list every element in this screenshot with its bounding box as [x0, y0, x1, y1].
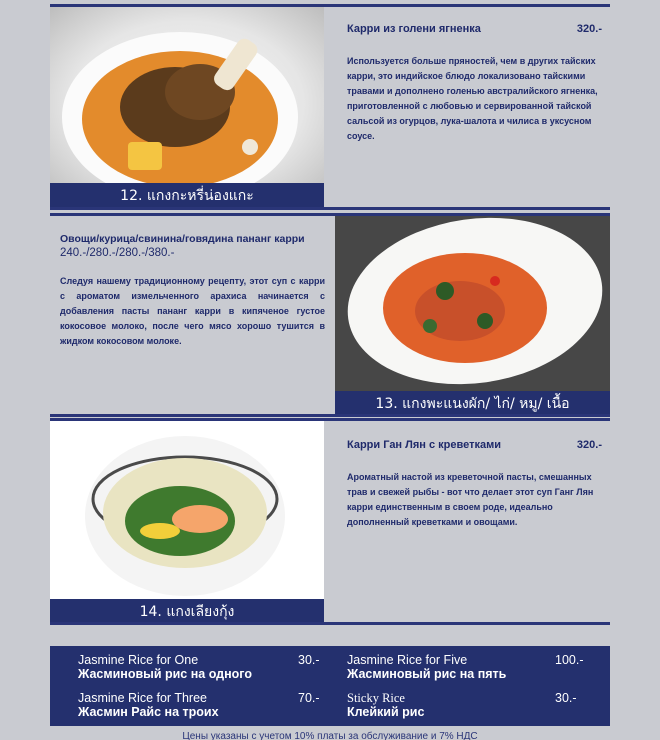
dish-caption-thai: 14. แกงเลียงกุ้ง [50, 599, 324, 625]
dish-photo-panang-curry [335, 216, 610, 391]
rice-price: 100.- [555, 653, 584, 667]
dish-title: Карри Ган Лян с креветками [347, 439, 501, 451]
dish-description: Ароматный настой из креветочной пасты, смешанных трав и свежей рыбы - вот что делает этот суп Ганг Лян карри единственным в своем роде, идеально дополненный креветками и овощами. [347, 472, 594, 527]
rice-name-en: Sticky Rice [347, 691, 405, 705]
rice-name-en: Jasmine Rice for Three [78, 691, 207, 705]
rice-name-ru: Клейкий рис [347, 705, 425, 719]
rice-item [78, 653, 252, 681]
rice-name-ru: Жасминовый рис на пять [347, 667, 507, 681]
rice-price: 30.- [298, 653, 320, 667]
menu-item-13 [60, 232, 325, 349]
rice-panel [50, 646, 610, 726]
rice-name-en: Jasmine Rice for One [78, 653, 199, 667]
rice-item [347, 653, 506, 681]
rice-price: 30.- [555, 691, 577, 705]
menu-item-12 [347, 22, 602, 144]
divider [50, 622, 610, 625]
rice-name-ru: Жасмин Райс на троих [78, 705, 219, 719]
dish-title: Овощи/курица/свинина/говядина пананг карри [60, 233, 305, 245]
dish-title: Карри из голени ягненка [347, 23, 481, 35]
dish-photo-lamb-curry [50, 7, 324, 183]
dish-caption-thai: 12. แกงกะหรี่น่องแกะ [50, 183, 324, 209]
rice-price: 70.- [298, 691, 320, 705]
dish-price: 320.- [576, 23, 602, 35]
dish-description: Используется больше пряностей, чем в других тайских карри, это индийское блюдо локализовано тайскими травами и дополнено голенью австралийского ягненка, приготовленной с любовью и сервированной тайской сальсой из огурцов, лука-шалота и чилиса в уксусном соусе. [347, 56, 598, 141]
dish-caption-thai: 13. แกงพะแนงผัก/ ไก่/ หมู/ เนื้อ [335, 391, 610, 417]
menu-item-14 [347, 438, 602, 530]
price-note: Цены указаны с учетом 10% платы за обслуживание и 7% НДС [182, 731, 478, 740]
dish-price: 320.- [576, 439, 602, 451]
dish-price: 240.-/280.-/280.-/380.- [60, 247, 175, 259]
rice-name-en: Jasmine Rice for Five [347, 653, 468, 667]
rice-item [347, 691, 424, 719]
dish-photo-gaeng-liang [50, 421, 324, 599]
divider [50, 414, 610, 417]
divider [50, 207, 610, 210]
rice-name-ru: Жасминовый рис на одного [78, 667, 252, 681]
dish-description: Следуя нашему традиционному рецепту, этот суп с карри с ароматом измельченного арахиса начинается с добавления пасты пананг карри в кипяченое густое кокосовое молоко, после чего мясо хорошо тушится в жидком кокосовом молоке. [60, 276, 325, 346]
rice-item [78, 691, 219, 719]
